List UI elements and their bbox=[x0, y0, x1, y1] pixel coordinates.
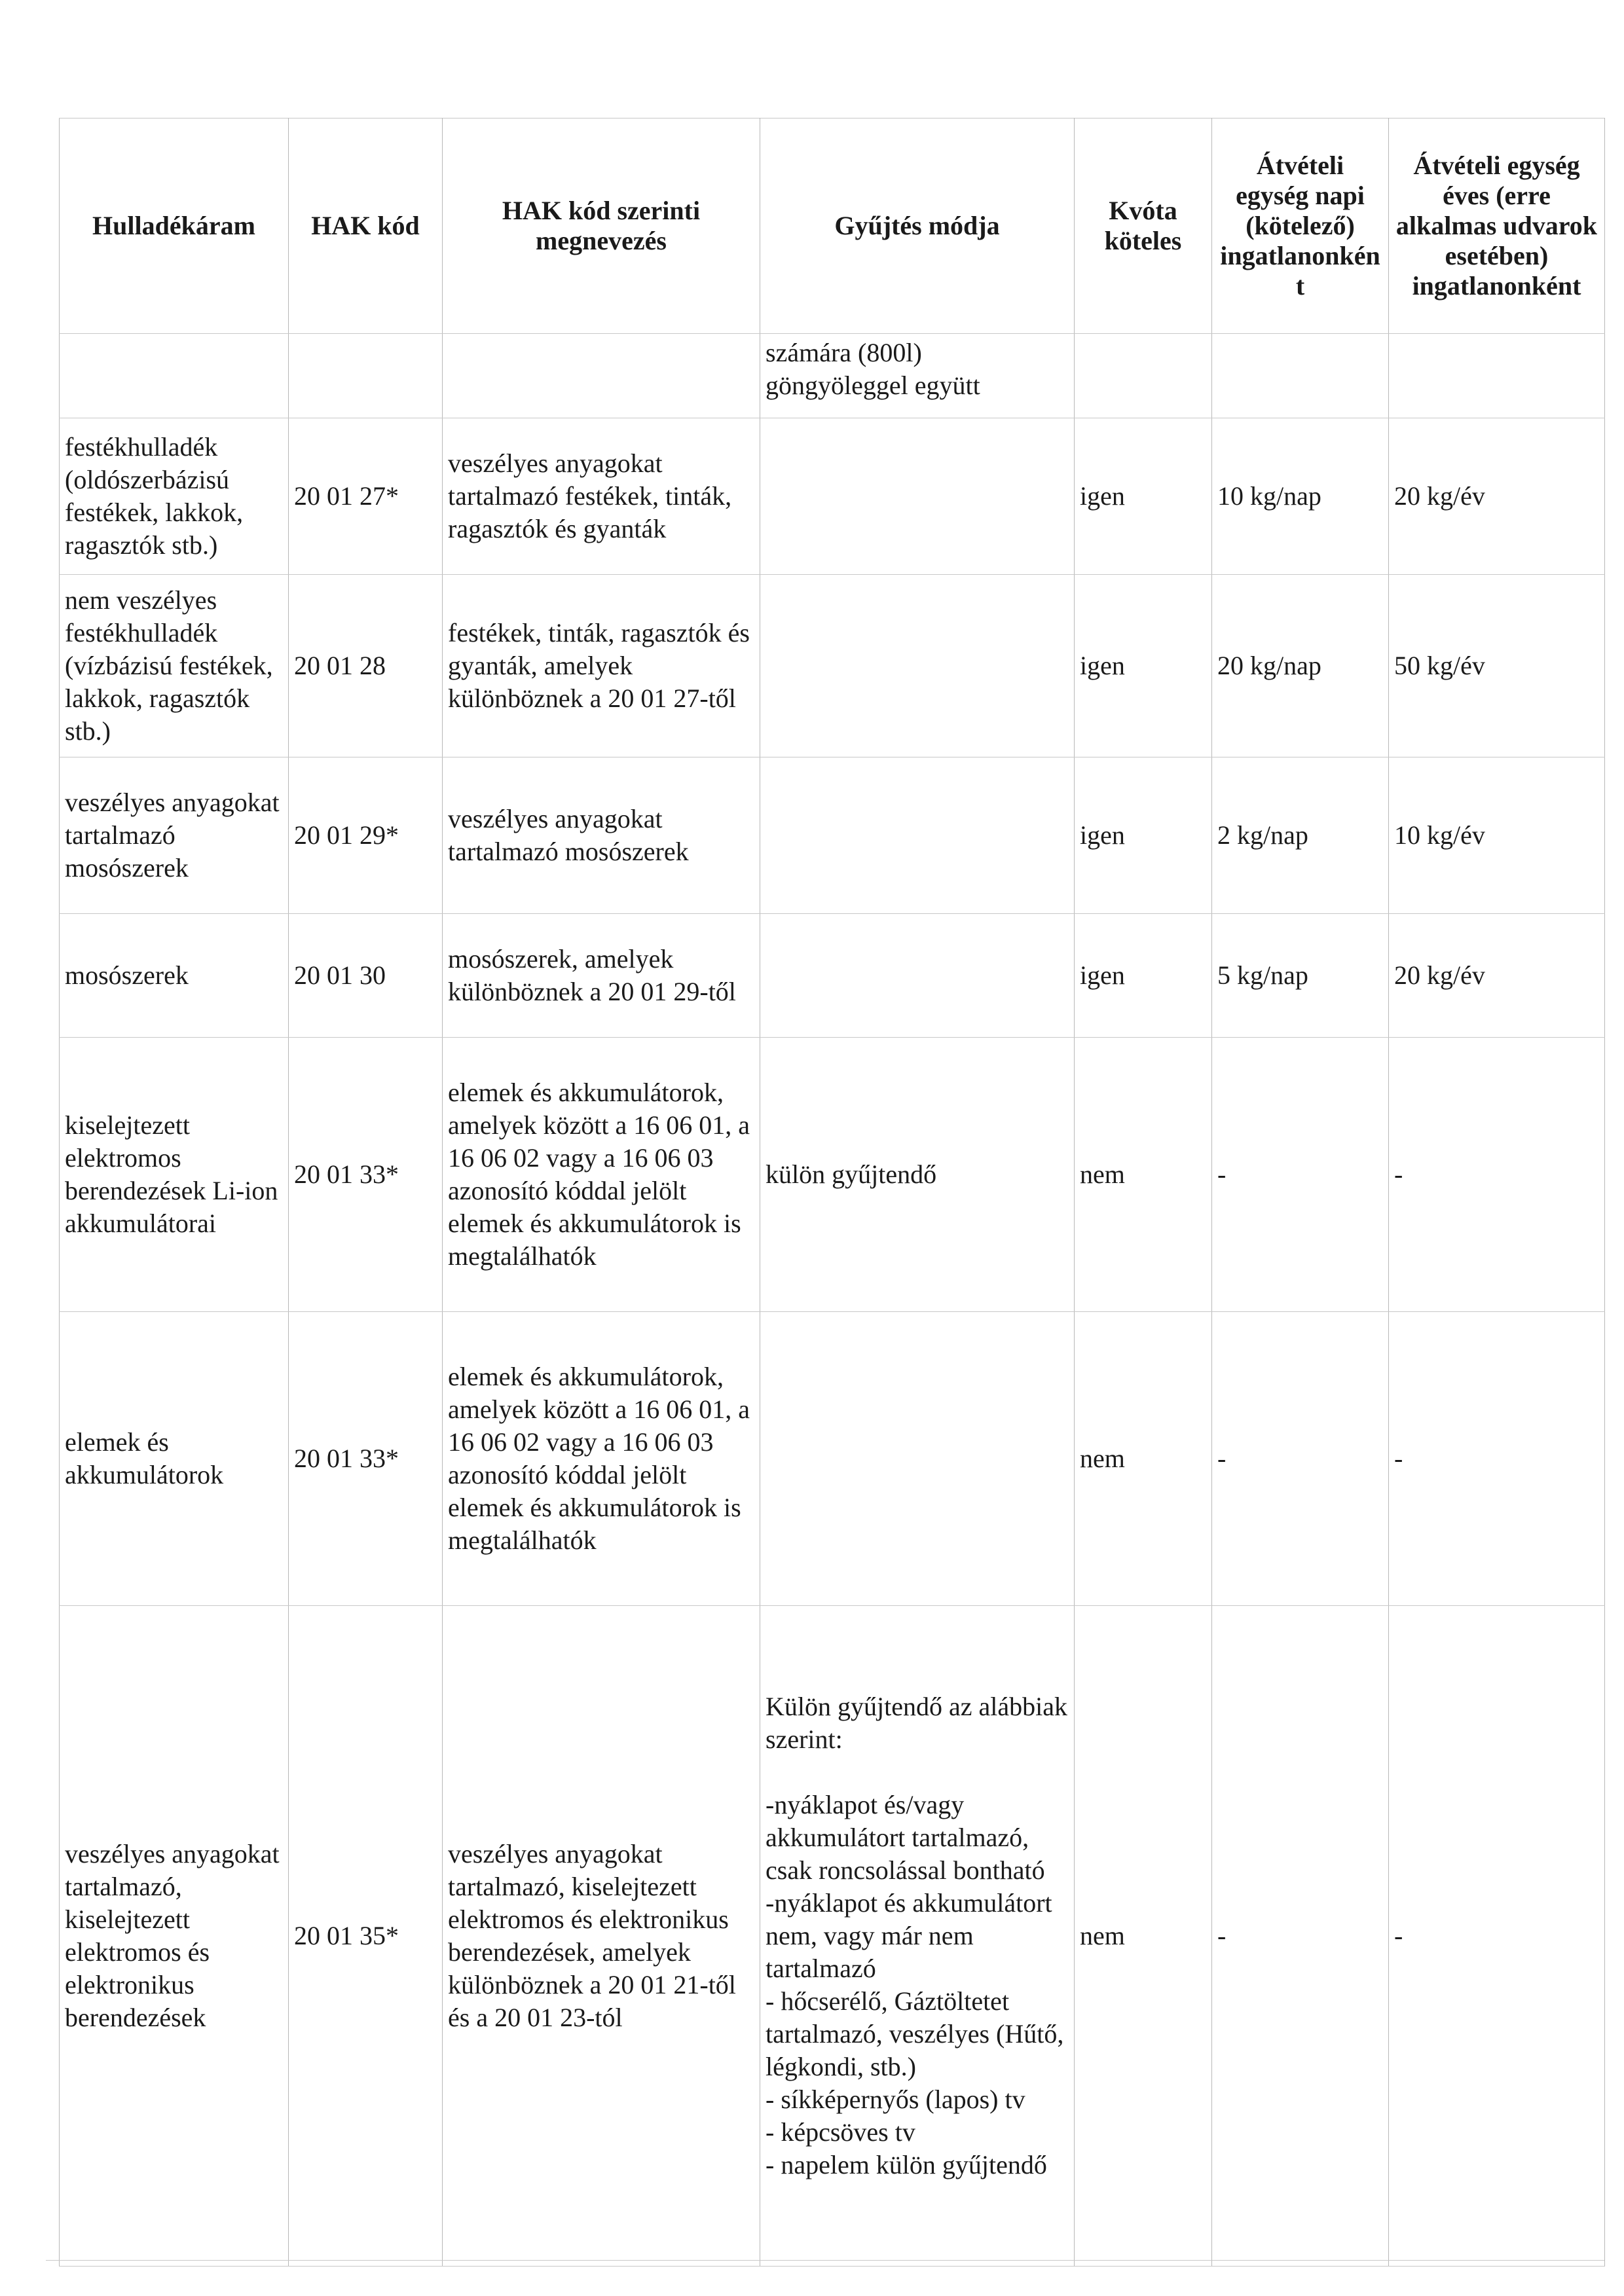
cell-empty bbox=[1212, 334, 1389, 418]
cell-daily: 2 kg/nap bbox=[1212, 757, 1389, 914]
waste-stream-table bbox=[59, 118, 1605, 2267]
cell-quota: nem bbox=[1075, 1038, 1212, 1312]
cell-collection bbox=[760, 418, 1075, 575]
cell-code: 20 01 33* bbox=[289, 1038, 443, 1312]
cell-daily: - bbox=[1212, 1606, 1389, 2267]
cell-collection bbox=[760, 1312, 1075, 1606]
table-row bbox=[60, 418, 1605, 575]
header-hak-code: HAK kód bbox=[289, 118, 443, 334]
cell-quota: igen bbox=[1075, 418, 1212, 575]
header-collection-method: Gyűjtés módja bbox=[760, 118, 1075, 334]
table-row bbox=[60, 575, 1605, 757]
cell-daily: - bbox=[1212, 1312, 1389, 1606]
cell-collection bbox=[760, 914, 1075, 1038]
table-row bbox=[60, 1606, 1605, 2267]
cell-quota: igen bbox=[1075, 914, 1212, 1038]
cell-name: veszélyes anyagokat tartalmazó, kiselejtezett elektromos és elektronikus berendezések, amelyek különböznek a 20 01 21-től és a 20 01 23-tól bbox=[443, 1606, 760, 2267]
cell-yearly: - bbox=[1389, 1606, 1605, 2267]
cell-name: elemek és akkumulátorok, amelyek között a 16 06 01, a 16 06 02 vagy a 16 06 03 azonosító kóddal jelölt elemek és akkumulátorok is megtalálhatók bbox=[443, 1312, 760, 1606]
cell-daily: 5 kg/nap bbox=[1212, 914, 1389, 1038]
cell-stream: kiselejtezett elektromos berendezések Li-ion akkumulátorai bbox=[60, 1038, 289, 1312]
cell-collection bbox=[760, 575, 1075, 757]
cell-collection: külön gyűjtendő bbox=[760, 1038, 1075, 1312]
cell-code: 20 01 28 bbox=[289, 575, 443, 757]
table-row bbox=[60, 757, 1605, 914]
cell-yearly: - bbox=[1389, 1312, 1605, 1606]
cell-code: 20 01 35* bbox=[289, 1606, 443, 2267]
bottom-rule bbox=[46, 2260, 1604, 2261]
cell-empty bbox=[1075, 334, 1212, 418]
cell-quota: nem bbox=[1075, 1606, 1212, 2267]
document-page bbox=[59, 118, 1604, 2267]
cell-empty bbox=[1389, 334, 1605, 418]
cell-code: 20 01 33* bbox=[289, 1312, 443, 1606]
cell-collection: Külön gyűjtendő az alábbiak szerint: -nyáklapot és/vagy akkumulátort tartalmazó, csak roncsolással bontható -nyáklapot és akkumulátort nem, vagy már nem tartalmazó - hőcserélő, Gáztöltetet tartalmazó, veszélyes (Hűtő, légkondi, stb.) - síkképernyős (lapos) tv - képcsöves tv - napelem külön gyűjtendő bbox=[760, 1606, 1075, 2267]
header-yearly-unit: Átvételi egység éves (erre alkalmas udvarok esetében) ingatlanonként bbox=[1389, 118, 1605, 334]
cell-stream: festékhulladék (oldószerbázisú festékek, lakkok, ragasztók stb.) bbox=[60, 418, 289, 575]
cell-daily: 10 kg/nap bbox=[1212, 418, 1389, 575]
cell-stream: elemek és akkumulátorok bbox=[60, 1312, 289, 1606]
header-daily-unit: Átvételi egység napi (kötelező) ingatlanonként bbox=[1212, 118, 1389, 334]
table-row bbox=[60, 914, 1605, 1038]
cell-daily: - bbox=[1212, 1038, 1389, 1312]
cell-empty bbox=[443, 334, 760, 418]
cell-name: elemek és akkumulátorok, amelyek között a 16 06 01, a 16 06 02 vagy a 16 06 03 azonosító kóddal jelölt elemek és akkumulátorok is megtalálhatók bbox=[443, 1038, 760, 1312]
table-row bbox=[60, 1038, 1605, 1312]
cell-stream: mosószerek bbox=[60, 914, 289, 1038]
cell-yearly: 20 kg/év bbox=[1389, 418, 1605, 575]
header-hak-name: HAK kód szerinti megnevezés bbox=[443, 118, 760, 334]
cell-quota: igen bbox=[1075, 757, 1212, 914]
cell-stream: veszélyes anyagokat tartalmazó mosószerek bbox=[60, 757, 289, 914]
cell-code: 20 01 29* bbox=[289, 757, 443, 914]
cell-daily: 20 kg/nap bbox=[1212, 575, 1389, 757]
cell-collection: számára (800l) göngyöleggel együtt bbox=[760, 334, 1075, 418]
table-row bbox=[60, 1312, 1605, 1606]
cell-name: veszélyes anyagokat tartalmazó festékek, tinták, ragasztók és gyanták bbox=[443, 418, 760, 575]
cell-collection bbox=[760, 757, 1075, 914]
header-row bbox=[60, 118, 1605, 334]
cell-name: veszélyes anyagokat tartalmazó mosószerek bbox=[443, 757, 760, 914]
cell-stream: nem veszélyes festékhulladék (vízbázisú festékek, lakkok, ragasztók stb.) bbox=[60, 575, 289, 757]
cell-yearly: 10 kg/év bbox=[1389, 757, 1605, 914]
cell-quota: nem bbox=[1075, 1312, 1212, 1606]
table-row-continuation bbox=[60, 334, 1605, 418]
header-waste-stream: Hulladékáram bbox=[60, 118, 289, 334]
cell-yearly: 50 kg/év bbox=[1389, 575, 1605, 757]
cell-yearly: 20 kg/év bbox=[1389, 914, 1605, 1038]
cell-code: 20 01 27* bbox=[289, 418, 443, 575]
cell-stream: veszélyes anyagokat tartalmazó, kiselejtezett elektromos és elektronikus berendezések bbox=[60, 1606, 289, 2267]
cell-empty bbox=[60, 334, 289, 418]
cell-code: 20 01 30 bbox=[289, 914, 443, 1038]
cell-name: festékek, tinták, ragasztók és gyanták, amelyek különböznek a 20 01 27-től bbox=[443, 575, 760, 757]
cell-name: mosószerek, amelyek különböznek a 20 01 29-től bbox=[443, 914, 760, 1038]
cell-yearly: - bbox=[1389, 1038, 1605, 1312]
cell-quota: igen bbox=[1075, 575, 1212, 757]
cell-empty bbox=[289, 334, 443, 418]
header-quota: Kvóta köteles bbox=[1075, 118, 1212, 334]
